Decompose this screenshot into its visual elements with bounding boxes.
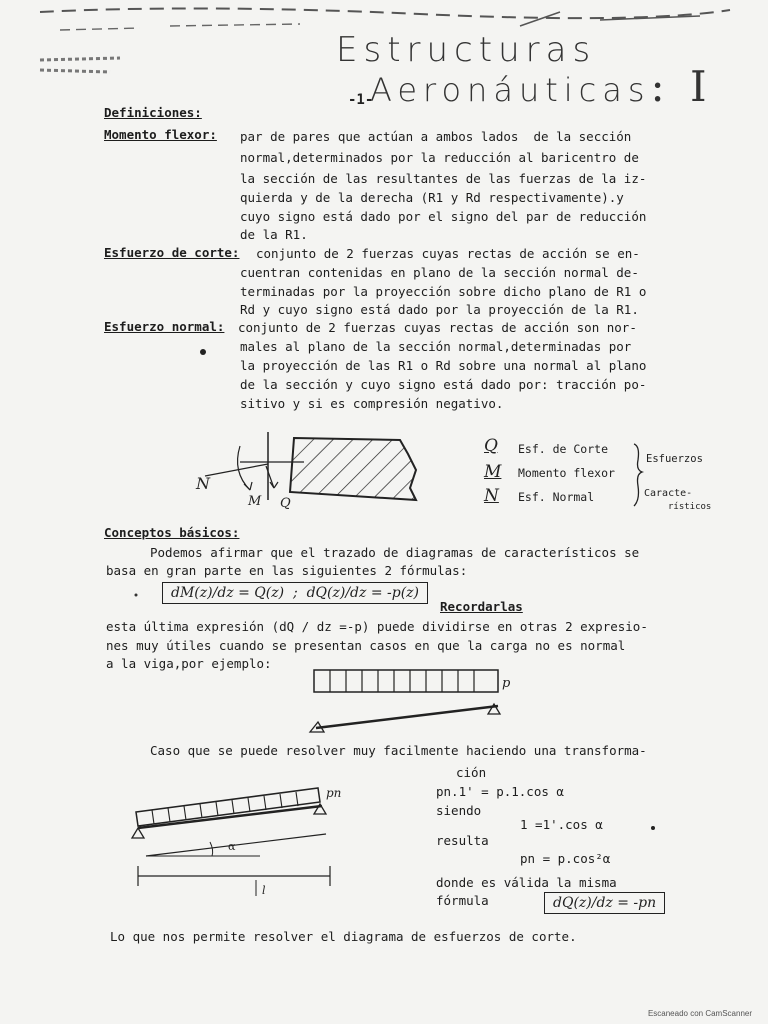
- concepts-para-2: nes muy útiles cuando se presentan casos en que la carga no es normal: [106, 638, 626, 653]
- legend-group-bottom-2: rísticos: [668, 502, 712, 512]
- key-formulas-box: dM(z)/dz = Q(z) ; dQ(z)/dz = -p(z): [162, 582, 428, 604]
- legend-symbol-n: N: [484, 486, 499, 506]
- case-where-2: fórmula: [436, 893, 489, 908]
- fig-label-l: l: [262, 884, 266, 897]
- shear-line-4: Rd y cuyo signo está dado por la proyección de la R1.: [240, 302, 639, 317]
- page-number: -1-: [348, 92, 374, 108]
- closing-line: Lo que nos permite resolver el diagrama de esfuerzos de corte.: [110, 929, 577, 944]
- fig-label-m: M: [248, 494, 262, 509]
- moment-line-4: quierda y de la derecha (R1 y Rd respectivamente).y: [240, 190, 624, 205]
- moment-line-6: de la R1.: [240, 227, 308, 242]
- title-line-1: Estructuras: [336, 30, 597, 70]
- fig-label-pn: pn: [326, 786, 342, 800]
- concepts-intro-1: Podemos afirmar que el trazado de diagramas de característicos se: [150, 545, 640, 560]
- legend-symbol-m: M: [484, 462, 502, 482]
- normal-line-1: conjunto de 2 fuerzas cuyas rectas de acción son nor-: [238, 320, 637, 335]
- case-where-1: donde es válida la misma: [436, 875, 617, 890]
- moment-line-5: cuyo signo está dado por el signo del par de reducción: [240, 209, 647, 224]
- formula-box-2: dQ(z)/dz = -pn: [544, 892, 665, 914]
- case-resulta: resulta: [436, 833, 489, 848]
- legend-group-top: Esfuerzos: [646, 453, 703, 465]
- scanner-watermark: Escaneado con CamScanner: [647, 1009, 752, 1018]
- legend-label-q: Esf. de Corte: [518, 442, 609, 456]
- case-line-2: ción: [456, 765, 487, 780]
- moment-line-2: normal,determinados por la reducción al baricentro de: [240, 150, 639, 165]
- title-word: Aeronáuticas: [370, 71, 651, 109]
- fig-label-alpha: α: [228, 840, 236, 853]
- legend-group-bottom-1: Caracte-: [644, 488, 693, 499]
- fig-label-p: p: [502, 676, 511, 691]
- moment-line-3: la sección de las resultantes de las fuerzas de la iz-: [240, 171, 647, 186]
- legend-symbol-q: Q: [484, 436, 498, 456]
- remember-note: Recordarlas: [440, 599, 523, 614]
- fig-label-q: Q: [280, 496, 291, 511]
- case-siendo: siendo: [436, 803, 482, 818]
- concepts-para-1: esta última expresión (dQ / dz =-p) puede dividirse en otras 2 expresio-: [106, 619, 648, 634]
- moment-line-1: par de pares que actúan a ambos lados de la sección: [240, 129, 632, 144]
- title-numeral: : I: [650, 62, 713, 111]
- shear-line-1: conjunto de 2 fuerzas cuyas rectas de acción se en-: [256, 246, 640, 261]
- definitions-heading: Definiciones:: [104, 105, 202, 120]
- legend-label-n: Esf. Normal: [518, 490, 595, 504]
- normal-line-4: de la sección y cuyo signo está dado por: tracción po-: [240, 377, 647, 392]
- moment-term: Momento flexor:: [104, 127, 217, 142]
- shear-line-2: cuentran contenidas en plano de la sección normal de-: [240, 265, 639, 280]
- case-eq-3: pn = p.cos²α: [520, 851, 611, 866]
- normal-line-5: sitivo y si es compresión negativo.: [240, 396, 504, 411]
- case-eq-1: pn.1' = p.1.cos α: [436, 784, 564, 799]
- normal-line-3: la proyección de las R1 o Rd sobre una normal al plano: [240, 358, 647, 373]
- concepts-intro-2: basa en gran parte en las siguientes 2 fórmulas:: [106, 563, 468, 578]
- shear-line-3: terminadas por la proyección sobre dicho plano de R1 o: [240, 284, 647, 299]
- shear-term: Esfuerzo de corte:: [104, 245, 240, 260]
- normal-line-2: males al plano de la sección normal,determinadas por: [240, 339, 632, 354]
- case-eq-2: 1 =1'.cos α: [520, 817, 603, 832]
- legend-label-m: Momento flexor: [518, 466, 615, 480]
- fig-label-n: N: [196, 474, 210, 493]
- concepts-heading: Conceptos básicos:: [104, 525, 240, 540]
- case-line-1: Caso que se puede resolver muy facilmente haciendo una transforma-: [150, 743, 647, 758]
- normal-term: Esfuerzo normal:: [104, 319, 225, 334]
- concepts-para-3: a la viga,por ejemplo:: [106, 656, 272, 671]
